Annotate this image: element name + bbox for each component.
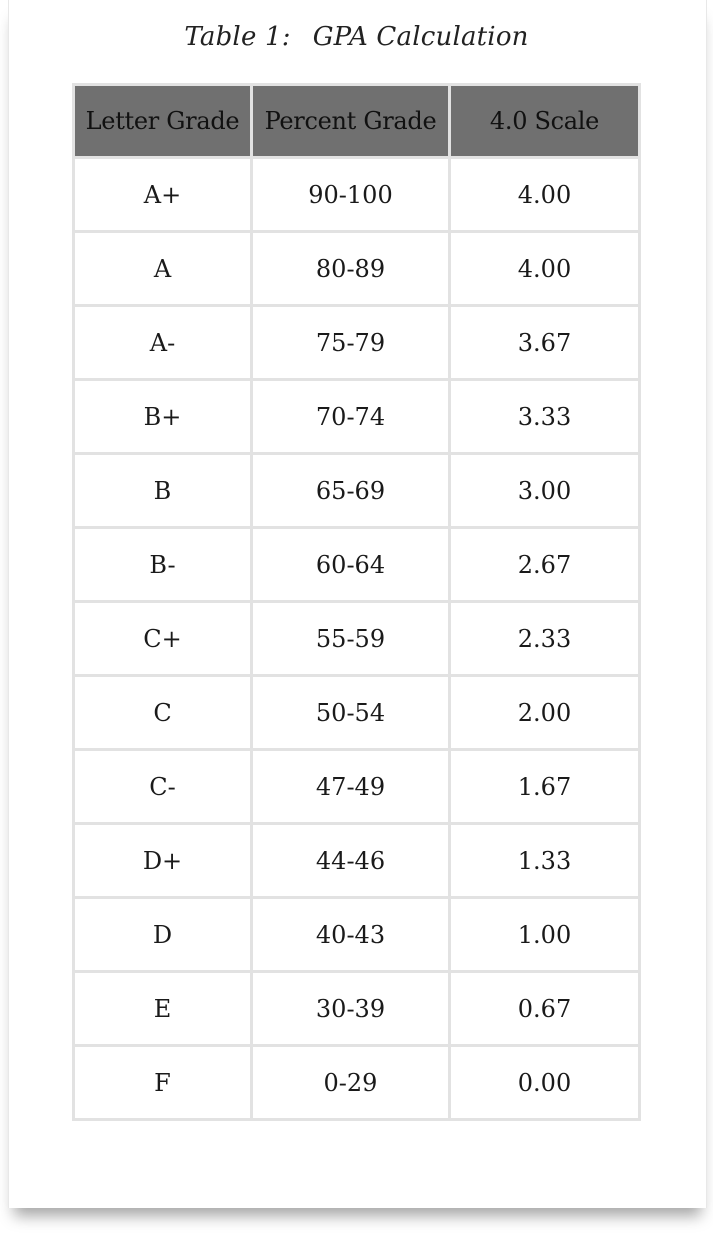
table-row	[74, 824, 640, 898]
percent-grade-cell: 70-74	[252, 380, 450, 454]
scale-cell: 1.00	[450, 898, 640, 972]
percent-grade-cell: 0-29	[252, 1046, 450, 1120]
scale-cell: 4.00	[450, 158, 640, 232]
table-row	[74, 528, 640, 602]
header-scale: 4.0 Scale	[450, 85, 640, 158]
table-row	[74, 380, 640, 454]
scale-cell: 2.00	[450, 676, 640, 750]
table-row	[74, 232, 640, 306]
letter-grade-cell: D+	[74, 824, 252, 898]
percent-grade-cell: 44-46	[252, 824, 450, 898]
letter-grade-cell: B	[74, 454, 252, 528]
caption-label: Table 1:	[184, 22, 291, 52]
table-row	[74, 454, 640, 528]
percent-grade-cell: 80-89	[252, 232, 450, 306]
letter-grade-cell: C-	[74, 750, 252, 824]
table-row	[74, 1046, 640, 1120]
table-row	[74, 972, 640, 1046]
letter-grade-cell: A	[74, 232, 252, 306]
letter-grade-cell: F	[74, 1046, 252, 1120]
scale-cell: 3.67	[450, 306, 640, 380]
letter-grade-cell: C	[74, 676, 252, 750]
table-row	[74, 158, 640, 232]
table-row	[74, 750, 640, 824]
letter-grade-cell: A-	[74, 306, 252, 380]
caption-title: GPA Calculation	[312, 22, 529, 52]
letter-grade-cell: D	[74, 898, 252, 972]
letter-grade-cell: C+	[74, 602, 252, 676]
table-header	[74, 85, 640, 158]
letter-grade-cell: B-	[74, 528, 252, 602]
scale-cell: 3.00	[450, 454, 640, 528]
letter-grade-cell: E	[74, 972, 252, 1046]
table-caption	[0, 22, 713, 52]
table-row	[74, 602, 640, 676]
scale-cell: 1.67	[450, 750, 640, 824]
percent-grade-cell: 55-59	[252, 602, 450, 676]
percent-grade-cell: 50-54	[252, 676, 450, 750]
scale-cell: 0.00	[450, 1046, 640, 1120]
scale-cell: 2.67	[450, 528, 640, 602]
percent-grade-cell: 60-64	[252, 528, 450, 602]
header-letter-grade: Letter Grade	[74, 85, 252, 158]
percent-grade-cell: 30-39	[252, 972, 450, 1046]
percent-grade-cell: 47-49	[252, 750, 450, 824]
percent-grade-cell: 65-69	[252, 454, 450, 528]
letter-grade-cell: B+	[74, 380, 252, 454]
table-row	[74, 898, 640, 972]
table-row	[74, 676, 640, 750]
scale-cell: 3.33	[450, 380, 640, 454]
table-body	[74, 158, 640, 1120]
header-percent-grade: Percent Grade	[252, 85, 450, 158]
scale-cell: 4.00	[450, 232, 640, 306]
percent-grade-cell: 40-43	[252, 898, 450, 972]
table-row	[74, 306, 640, 380]
percent-grade-cell: 90-100	[252, 158, 450, 232]
scale-cell: 1.33	[450, 824, 640, 898]
percent-grade-cell: 75-79	[252, 306, 450, 380]
header-row	[74, 85, 640, 158]
letter-grade-cell: A+	[74, 158, 252, 232]
scale-cell: 2.33	[450, 602, 640, 676]
gpa-table	[72, 83, 641, 1121]
scale-cell: 0.67	[450, 972, 640, 1046]
